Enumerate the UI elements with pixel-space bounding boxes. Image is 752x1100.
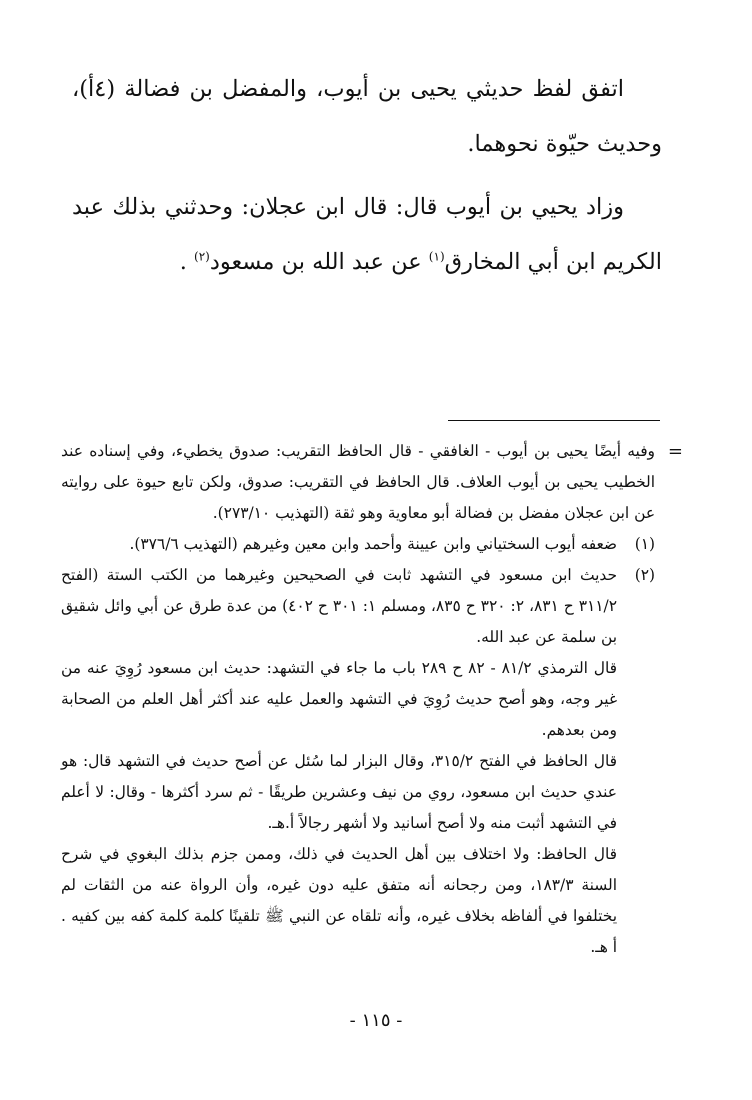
page-number: - ١١٥ - xyxy=(349,1010,403,1031)
footnote-2-number: (٢) xyxy=(634,566,655,584)
main-paragraph-2-text-cont: عن عبد الله بن مسعود xyxy=(209,249,429,275)
main-paragraph-1 xyxy=(72,62,662,172)
main-text xyxy=(72,62,662,290)
continuation-mark: = xyxy=(667,441,683,462)
footnote-continuation xyxy=(61,436,683,529)
footnote-2-paragraph-4: قال الحافظ: ولا اختلاف بين أهل الحديث في ذلك، وممن جزم بذلك البغوي في شرح السنة ١٨٣/٣، ومن رجحانه أنه متفق عليه دون غيره، وأن الرواة عنه من الثقات لم يختلفوا في ألفاظه بخلاف غيره، وأنه تلقاه عن النبي ﷺ تلقينًا كلمة كلمة كفه بين كفيه . أ هـ. xyxy=(61,845,617,956)
footnote-continuation-text: وفيه أيضًا يحيى بن أيوب - الغافقي - قال الحافظ التقريب: صدوق يخطيء، وفي إسناده عند الخطيب يحيى بن أيوب العلاف. قال الحافظ في التقريب: صدوق، ولكن تابع حيوة على روايته عن ابن عجلان مفضل بن فضالة أبو معاوية وهو ثقة (التهذيب ٢٧٣/١٠). xyxy=(61,442,655,522)
footnote-2-paragraph-2: قال الترمذي ٨١/٢ - ٨٢ ح ٢٨٩ باب ما جاء في التشهد: حديث ابن مسعود رُوِيَ عنه من غير وجه، وهو أصح حديث رُوِيَ في التشهد والعمل عليه عند أكثر أهل العلم من الصحابة ومن بعدهم. xyxy=(61,659,617,739)
footnote-separator xyxy=(448,420,660,421)
footnote-2-paragraph-3: قال الحافظ في الفتح ٣١٥/٢، وقال البزار لما سُئل عن أصح حديث في التشهد قال: هو عندي حديث ابن مسعود، روي من نيف وعشرين طريقًا - ثم سرد أكثرها - وقال: لا أعلم في التشهد أثبت منه ولا أصح أسانيد ولا أشهر رجالاً أ.هـ. xyxy=(61,752,617,832)
footnote-2-text: حديث ابن مسعود في التشهد ثابت في الصحيحين وغيرهما من الكتب الستة (الفتح ٣١١/٢ ح ٨٣١، ٢: ٣٢٠ ح ٨٣٥، ومسلم ١: ٣٠١ ح ٤٠٢) من عدة طرق عن أبي وائل شقيق بن سلمة عن عبد الله. xyxy=(61,566,617,646)
footnote-ref-2[interactable]: (٢) xyxy=(194,249,210,264)
main-paragraph-2-end: . xyxy=(179,249,194,275)
main-paragraph-1-text: اتفق لفظ حديثي يحيى بن أيوب، والمفضل بن فضالة (٤أ)، وحديث حيّوة نحوهما. xyxy=(72,76,662,157)
footnote-ref-1[interactable]: (١) xyxy=(428,249,445,264)
main-paragraph-2-text: وزاد يحيي بن أيوب قال: قال ابن عجلان: وحدثني بذلك عبد الكريم ابن أبي المخارق xyxy=(72,194,662,275)
footnotes xyxy=(61,436,683,963)
main-paragraph-2 xyxy=(72,180,662,290)
footnote-1 xyxy=(61,529,655,560)
footnote-1-number: (١) xyxy=(634,535,655,553)
footnote-2 xyxy=(61,560,655,653)
footnote-1-text: ضعفه أيوب السختياني وابن عيينة وأحمد وابن معين وغيرهم (التهذيب ٣٧٦/٦). xyxy=(129,535,617,553)
